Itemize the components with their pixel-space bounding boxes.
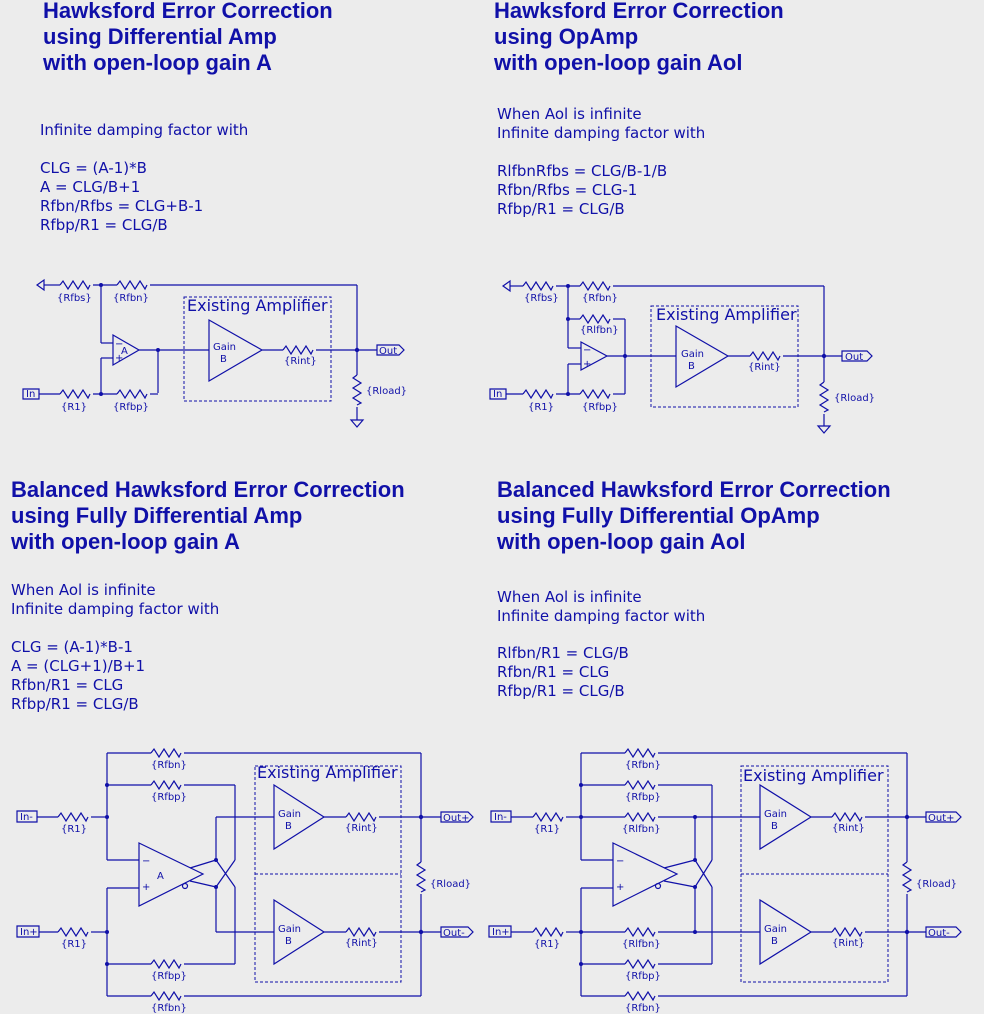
panel-1-rint-label: {Rint} [284,356,317,367]
panel-3-gain-label: Gain [278,924,301,935]
panel-1-title-3: with open-loop gain A [43,50,272,75]
panel-3-title-2: using Fully Differential Amp [11,503,303,528]
panel-1-rfbs-label: {Rfbs} [57,293,92,304]
panel-1-formula: CLG = (A-1)*B [40,159,147,177]
panel-3-in-plus-label: In+ [20,927,38,938]
panel-3-formula: A = (CLG+1)/B+1 [11,657,146,675]
panel-4-rfbp-label: {Rfbp} [625,792,661,803]
panel-1-gain-b: B [220,354,227,365]
panel-2-formula: Rfbn/Rfbs = CLG-1 [497,181,638,199]
panel-3-gain-b: B [285,821,292,832]
panel-4 [489,477,961,1014]
panel-4-rint-label: {Rint} [832,938,865,949]
panel-1-formula: A = CLG/B+1 [40,178,141,196]
panel-4-gain-label: Gain [764,924,787,935]
panel-4-rfbp-label: {Rfbp} [625,971,661,982]
panel-3-r1-label: {R1} [61,824,88,835]
panel-1-in-label: In [26,389,36,400]
panel-2-rfbn-label: {Rfbn} [582,293,618,304]
svg-text:+: + [616,882,625,893]
panel-2-title-2: using OpAmp [494,24,639,49]
panel-4-in-plus-label: In+ [492,927,510,938]
panel-1-r1-label: {R1} [61,402,88,413]
panel-4-formula: Rfbn/R1 = CLG [497,663,610,681]
panel-1-formula: Rfbp/R1 = CLG/B [40,216,168,234]
panel-3-rint-label: {Rint} [345,938,378,949]
svg-text:+: + [115,353,124,364]
panel-1-title-2: using Differential Amp [43,24,277,49]
panel-4-rlfbn-label: {Rlfbn} [622,939,661,950]
svg-text:+: + [583,359,592,370]
panel-4-gain-b: B [771,936,778,947]
panel-1-title-1: Hawksford Error Correction [43,0,333,23]
svg-text:−: − [115,339,124,350]
panel-3-formula: When Aol is infinite [11,581,156,599]
panel-2-rload-label: {Rload} [834,393,876,404]
panel-2-existing-label: Existing Amplifier [656,305,797,324]
panel-2-formula: Infinite damping factor with [497,124,706,142]
panel-2-rint-label: {Rint} [748,362,781,373]
svg-text:−: − [616,856,625,867]
panel-1-circuit [23,280,407,427]
panel-2-circuit [490,281,875,433]
panel-1-formula: Rfbn/Rfbs = CLG+B-1 [40,197,204,215]
panel-3-formula: Rfbn/R1 = CLG [11,676,124,694]
svg-text:−: − [142,856,151,867]
panel-4-r1-label: {R1} [534,824,561,835]
panel-3-rfbp-label: {Rfbp} [151,792,187,803]
svg-text:+: + [142,882,151,893]
panel-1 [23,0,407,427]
panel-3-title-1: Balanced Hawksford Error Correction [11,477,405,502]
panel-2-r1-label: {R1} [528,402,555,413]
panel-3-out-plus-label: Out+ [443,813,470,824]
panel-1-amp-label: A [121,346,128,357]
panel-2-gain-label: Gain [681,349,704,360]
panel-1-gain-label: Gain [213,342,236,353]
panel-4-in-minus-label: In- [494,812,507,823]
panel-4-rint-label: {Rint} [832,823,865,834]
panel-3-rint-label: {Rint} [345,823,378,834]
panel-4-rlfbn-label: {Rlfbn} [622,824,661,835]
panel-4-gain-b: B [771,821,778,832]
panel-4-gain-label: Gain [764,809,787,820]
panel-1-out-label: Out [379,346,398,357]
panel-2-in-label: In [493,389,503,400]
panel-2-gain-b: B [688,361,695,372]
panel-1-rfbn-label: {Rfbn} [113,293,149,304]
panel-4-title-1: Balanced Hawksford Error Correction [497,477,891,502]
panel-2-title-3: with open-loop gain Aol [494,50,743,75]
panel-1-existing-label: Existing Amplifier [187,296,328,315]
panel-4-formula: Rlfbn/R1 = CLG/B [497,644,629,662]
panel-2-out-label: Out [845,352,864,363]
panel-4-existing-label: Existing Amplifier [743,766,884,785]
panel-3-out-minus-label: Out- [443,928,465,939]
panel-4-rfbn-label: {Rfbn} [625,760,661,771]
panel-4-formula: Rfbp/R1 = CLG/B [497,682,625,700]
panel-1-rfbp-label: {Rfbp} [113,402,149,413]
panel-3-gain-label: Gain [278,809,301,820]
panel-3-r1-label: {R1} [61,939,88,950]
panel-3-rfbp-label: {Rfbp} [151,971,187,982]
panel-2-formula: Rfbp/R1 = CLG/B [497,200,625,218]
panel-4-formula: Infinite damping factor with [497,607,706,625]
panel-2-rfbs-label: {Rfbs} [524,293,559,304]
svg-text:−: − [583,345,592,356]
panel-2-rlfbn-label: {Rlfbn} [580,325,619,336]
panel-2 [490,0,875,433]
panel-1-rload-label: {Rload} [366,386,408,397]
panel-4-title-2: using Fully Differential OpAmp [497,503,820,528]
panel-3-existing-label: Existing Amplifier [257,763,398,782]
panel-3-circuit [17,749,473,1014]
panel-3-rfbn-label: {Rfbn} [151,1003,187,1014]
panel-4-r1-label: {R1} [534,939,561,950]
panel-4-circuit [489,749,961,1014]
panel-4-title-3: with open-loop gain Aol [497,529,746,554]
panel-2-formula: When Aol is infinite [497,105,642,123]
panel-3-amp-label: A [157,871,164,882]
panel-4-out-plus-label: Out+ [928,813,955,824]
panel-4-out-minus-label: Out- [928,928,950,939]
panel-3-rload-label: {Rload} [430,879,472,890]
panel-3-formula: Rfbp/R1 = CLG/B [11,695,139,713]
panel-2-formula: RlfbnRfbs = CLG/B-1/B [497,162,668,180]
panel-1-formula: Infinite damping factor with [40,121,249,139]
panel-3-gain-b: B [285,936,292,947]
panel-4-rload-label: {Rload} [916,879,958,890]
panel-4-formula: When Aol is infinite [497,588,642,606]
panel-3 [10,477,473,1014]
panel-3-formula: CLG = (A-1)*B-1 [11,638,133,656]
panel-3-in-minus-label: In- [20,812,33,823]
panel-3-rfbn-label: {Rfbn} [151,760,187,771]
panel-2-title-1: Hawksford Error Correction [494,0,784,23]
panel-4-rfbn-label: {Rfbn} [625,1003,661,1014]
panel-3-title-3: with open-loop gain A [11,529,240,554]
panel-2-rfbp-label: {Rfbp} [582,402,618,413]
panel-3-formula: Infinite damping factor with [11,600,220,618]
